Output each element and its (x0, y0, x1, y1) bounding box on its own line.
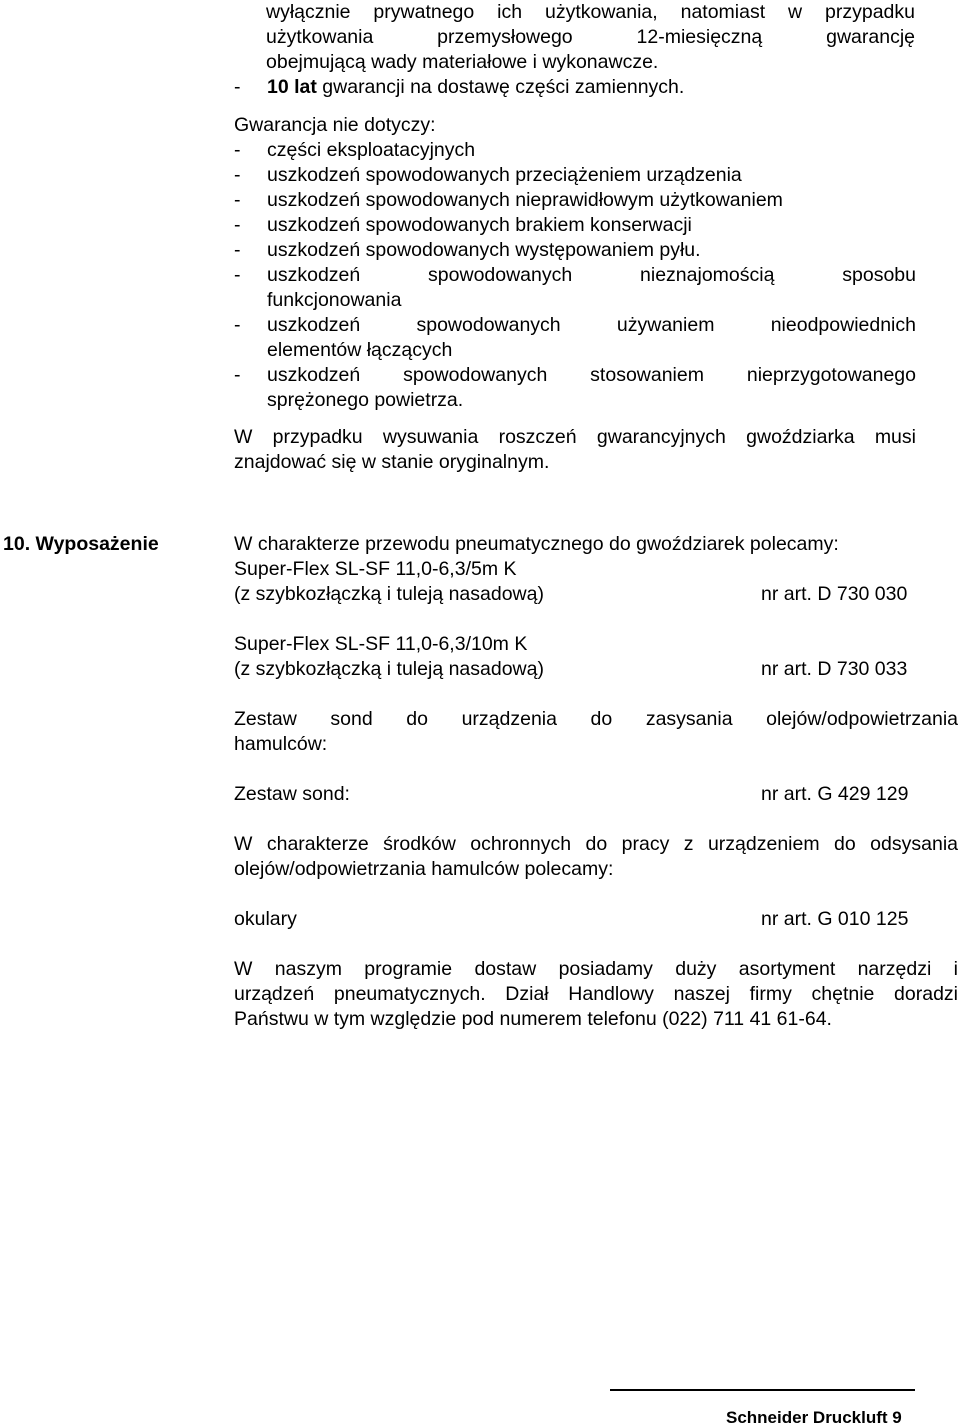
dash: - (234, 76, 241, 98)
probes-label: Zestaw sond: (234, 783, 350, 805)
text-line: użytkowania przemysłowego 12-miesięczną gwarancję (266, 26, 915, 48)
exclusions-heading: Gwarancja nie dotyczy: (234, 114, 436, 136)
hose1-art: nr art. D 730 030 (761, 583, 908, 605)
list-item (234, 213, 916, 238)
probes-line: Zestaw sond do urządzenia do zasysania olejów/odpowietrzania (234, 708, 958, 730)
exclusions-block (234, 113, 916, 475)
probes-art: nr art. G 429 129 (761, 783, 909, 805)
list-item (234, 313, 916, 363)
item-text: uszkodzeń spowodowanych występowaniem pyłu. (267, 239, 701, 261)
claim-line: W przypadku wysuwania roszczeń gwarancyjnych gwoździarka musi (234, 426, 916, 448)
equipment-section (234, 532, 958, 1032)
hose2-name: Super-Flex SL-SF 11,0-6,3/10m K (234, 633, 528, 655)
dash: - (234, 314, 241, 336)
program-line: W naszym programie dostaw posiadamy duży asortyment narzędzi i (234, 958, 958, 980)
dash: - (234, 164, 241, 186)
list-item (234, 263, 916, 313)
glasses-row (234, 907, 926, 932)
item-text: uszkodzeń spowodowanych nieznajomością sposobu (267, 264, 916, 286)
text-line: obejmującą wady materiałowe i wykonawcze. (266, 51, 659, 73)
footer-text: Schneider Druckluft 9 (726, 1408, 902, 1427)
text-line: wyłącznie prywatnego ich użytkowania, natomiast w przypadku (266, 1, 915, 23)
claim-line: znajdować się w stanie oryginalnym. (234, 451, 550, 473)
hose1-desc: (z szybkozłączką i tuleją nasadową) (234, 583, 544, 605)
dash: - (234, 214, 241, 236)
spare-parts-warranty (234, 75, 958, 100)
glasses-art: nr art. G 010 125 (761, 908, 909, 930)
item-continuation: sprężonego powietrza. (267, 389, 464, 411)
list-item (234, 138, 916, 163)
dash: - (234, 239, 241, 261)
list-item (234, 363, 916, 413)
item-text: uszkodzeń spowodowanych stosowaniem nieprzygotowanego (267, 364, 916, 386)
item-text: uszkodzeń spowodowanych używaniem nieodpowiednich (267, 314, 916, 336)
hose1-row (234, 582, 926, 607)
item-text: części eksploatacyjnych (267, 139, 476, 161)
dash: - (234, 364, 241, 386)
warranty-continuation (266, 0, 915, 75)
hose-intro: W charakterze przewodu pneumatycznego do gwoździarek polecamy: (234, 533, 839, 555)
list-item (234, 188, 916, 213)
dash: - (234, 139, 241, 161)
list-item (234, 238, 916, 263)
footer-rule (610, 1389, 915, 1391)
list-item (234, 75, 958, 100)
item-text: uszkodzeń spowodowanych przeciążeniem urządzenia (267, 164, 742, 186)
item-continuation: elementów łączących (267, 339, 453, 361)
glasses-label: okulary (234, 908, 297, 930)
list-item (234, 163, 916, 188)
protect-line: olejów/odpowietrzania hamulców polecamy: (234, 858, 614, 880)
probes-line: hamulców: (234, 733, 328, 755)
program-line: urządzeń pneumatycznych. Dział Handlowy naszej firmy chętnie doradzi (234, 983, 958, 1005)
hose1-name: Super-Flex SL-SF 11,0-6,3/5m K (234, 558, 517, 580)
item-text: uszkodzeń spowodowanych brakiem konserwacji (267, 214, 692, 236)
dash: - (234, 264, 241, 286)
text: gwarancji na dostawę części zamiennych. (316, 76, 685, 98)
item-text: uszkodzeń spowodowanych nieprawidłowym użytkowaniem (267, 189, 783, 211)
hose2-row (234, 657, 926, 682)
hose2-desc: (z szybkozłączką i tuleją nasadową) (234, 658, 544, 680)
probes-row (234, 782, 926, 807)
bold-years: 10 lat (267, 76, 317, 98)
section-title: 10. Wyposażenie (3, 533, 159, 555)
hose2-art: nr art. D 730 033 (761, 658, 908, 680)
protect-line: W charakterze środków ochronnych do pracy z urządzeniem do odsysania (234, 833, 958, 855)
program-line: Państwu w tym względzie pod numerem telefonu (022) 711 41 61-64. (234, 1008, 832, 1030)
dash: - (234, 189, 241, 211)
item-continuation: funkcjonowania (267, 289, 402, 311)
